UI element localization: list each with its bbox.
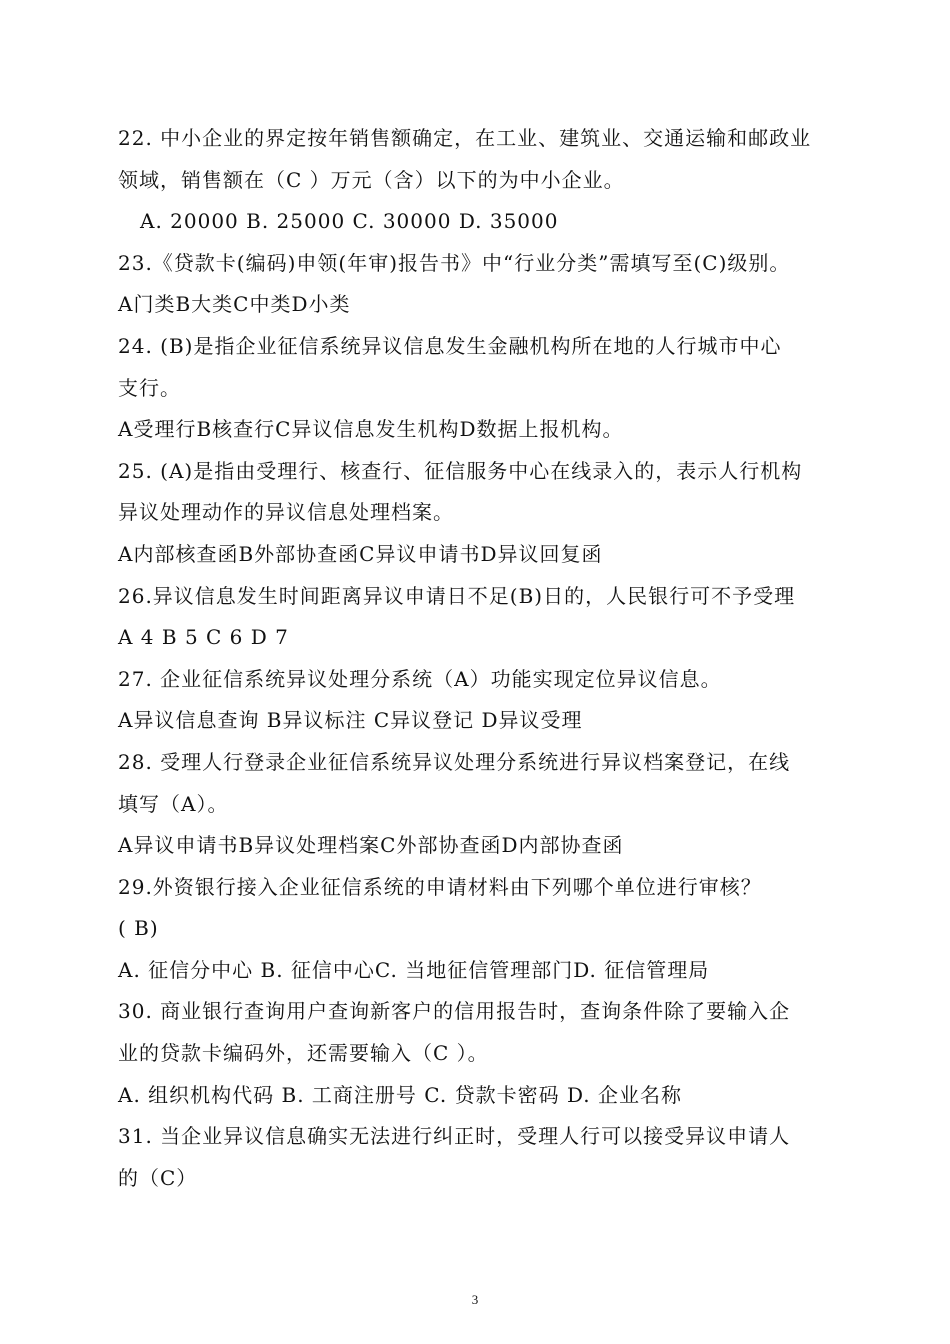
text-line: 业的贷款卡编码外，还需要输入（C ）。	[118, 1041, 489, 1066]
text-line: A. 组织机构代码 B. 工商注册号 C. 贷款卡密码 D. 企业名称	[118, 1082, 682, 1107]
text-line: A门类B大类C中类D小类	[118, 292, 351, 317]
text-line: A异议申请书B异议处理档案C外部协查函D内部协查函	[118, 833, 624, 858]
text-line: A. 20000 B. 25000 C. 30000 D. 35000	[140, 209, 559, 234]
text-line: 的（C）	[118, 1165, 198, 1190]
text-line: 领域，销售额在（C ）万元（含）以下的为中小企业。	[118, 167, 625, 192]
text-line: 填写（A）。	[118, 791, 229, 816]
text-line: 22. 中小企业的界定按年销售额确定，在工业、建筑业、交通运输和邮政业	[118, 126, 812, 150]
text-line: 24. (B)是指企业征信系统异议信息发生金融机构所在地的人行城市中心	[118, 333, 782, 358]
text-line: 28. 受理人行登录企业征信系统异议处理分系统进行异议档案登记，在线	[118, 749, 791, 774]
text-line: A内部核查函B外部协查函C异议申请书D异议回复函	[118, 541, 603, 566]
text-line: A. 征信分中心 B. 征信中心C. 当地征信管理部门D. 征信管理局	[118, 957, 710, 982]
page-content	[118, 118, 838, 1199]
text-line: A受理行B核查行C异议信息发生机构D数据上报机构。	[118, 417, 624, 442]
page-number: 3	[471, 1292, 479, 1307]
text-line: 30. 商业银行查询用户查询新客户的信用报告时，查询条件除了要输入企	[118, 999, 791, 1024]
text-line: 23.《贷款卡(编码)申领(年审)报告书》中“行业分类”需填写至(C)级别。	[118, 250, 791, 275]
text-line: 支行。	[118, 375, 181, 400]
text-line: 26.异议信息发生时间距离异议申请日不足(B)日的，人民银行可不予受理	[118, 583, 796, 608]
text-line: 25. (A)是指由受理行、核查行、征信服务中心在线录入的，表示人行机构	[118, 458, 803, 483]
text-line: ( B)	[118, 916, 159, 941]
text-line: 27. 企业征信系统异议处理分系统（A）功能实现定位异议信息。	[118, 666, 722, 691]
text-line: A异议信息查询 B异议标注 C异议登记 D异议受理	[118, 708, 583, 733]
text-line: 29.外资银行接入企业征信系统的申请材料由下列哪个单位进行审核？	[118, 874, 762, 899]
text-line: 异议处理动作的异议信息处理档案。	[118, 500, 454, 525]
text-line: 31. 当企业异议信息确实无法进行纠正时，受理人行可以接受异议申请人	[118, 1124, 791, 1149]
text-line: A 4 B 5 C 6 D 7	[118, 625, 289, 650]
